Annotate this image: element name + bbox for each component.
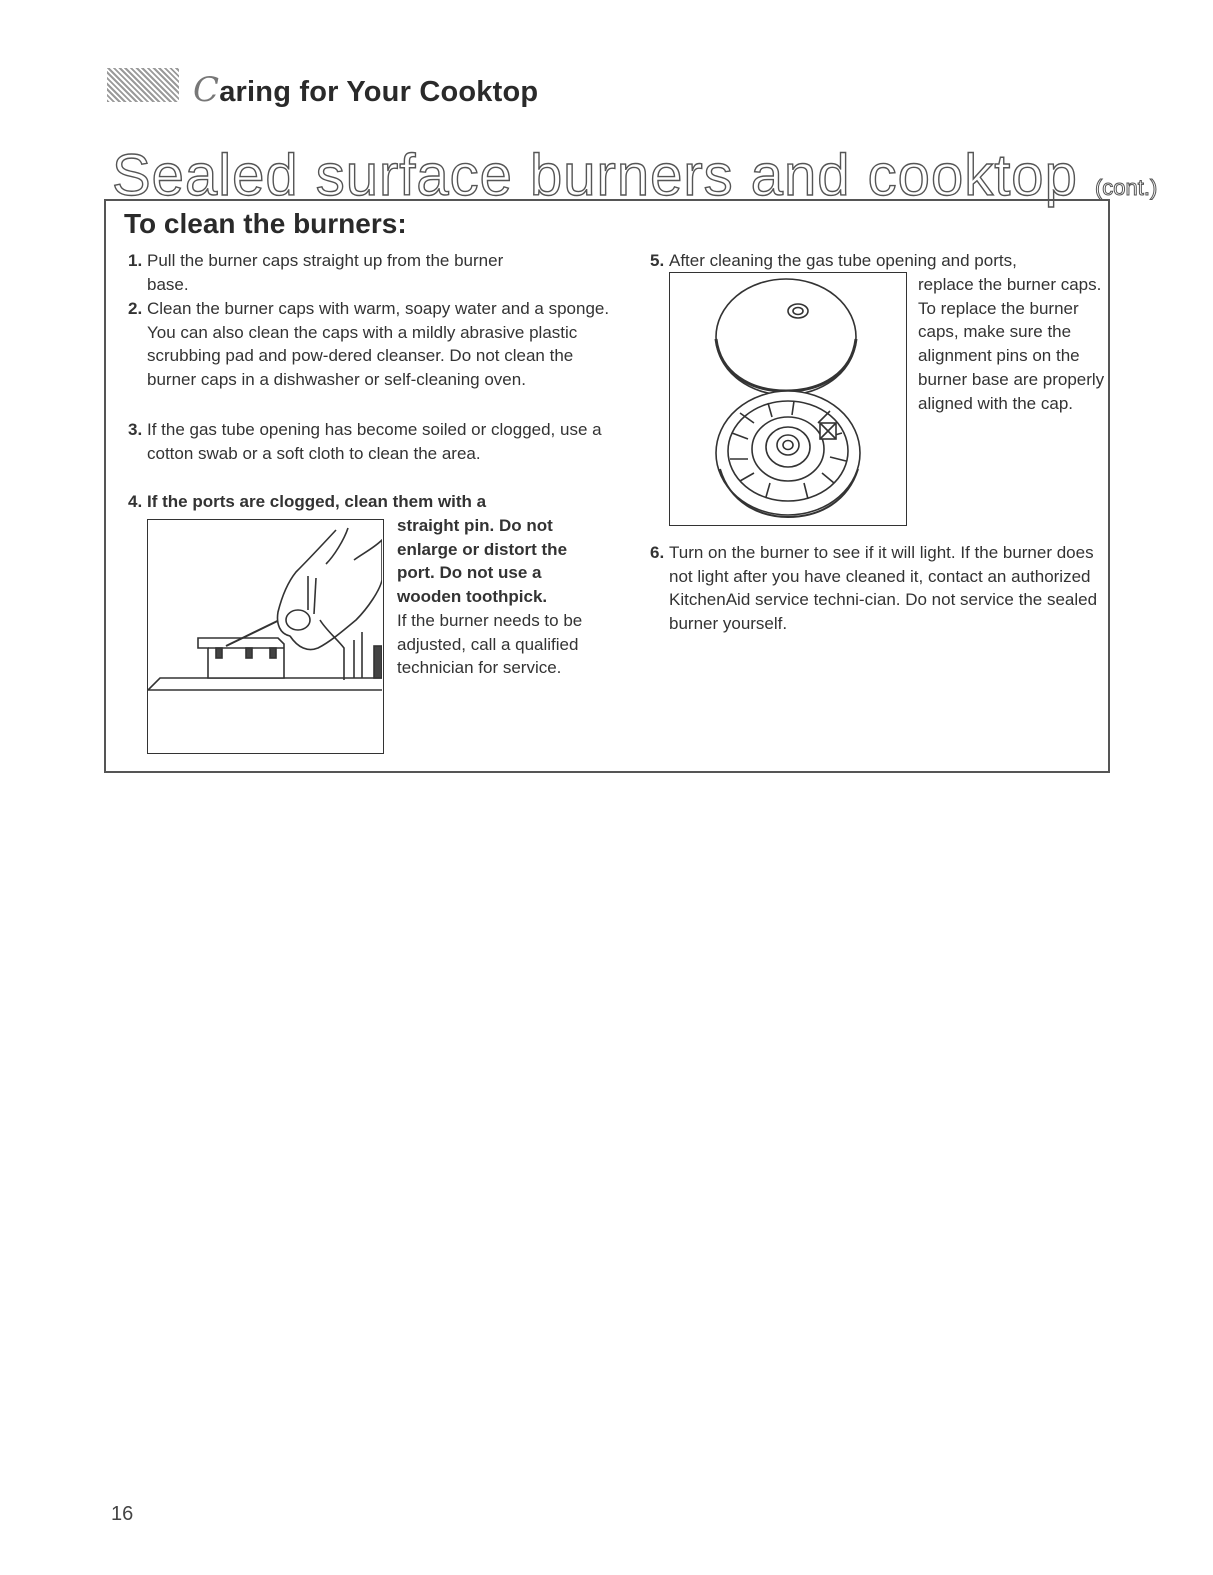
step-number: 4. — [128, 492, 143, 511]
step-text-bold-1: If the ports are clogged, clean them with a — [147, 492, 487, 511]
hand-pin-illustration — [147, 519, 384, 754]
step-text: Turn on the burner to see if it will light. If the burner does not light after you have cleaned it, contact an authorized KitchenAid service techni-cian. Do not service the sealed burner yourself. — [669, 543, 1098, 634]
step-number: 6. — [650, 543, 665, 562]
page-number: 16 — [111, 1503, 134, 1525]
step-text-1: After cleaning the gas tube opening and ports, — [669, 251, 1017, 270]
step-number: 3. — [128, 420, 143, 439]
header-title-rest: aring for Your Cooktop — [219, 76, 539, 108]
step-text: Clean the burner caps with warm, soapy water and a sponge. You can also clean the caps with a mildly abrasive plastic scrubbing pad and pow-dered cleanser. Do not clean the burner caps in a dishwasher or self-cleaning oven. — [147, 299, 610, 390]
header-title-initial: C — [193, 70, 220, 110]
section-title-text: Sealed surface burners and cooktop — [112, 143, 1078, 208]
step-5 — [650, 249, 1110, 273]
step-text: If the gas tube opening has become soiled or clogged, use a cotton swab or a soft cloth to clean the area. — [147, 420, 602, 463]
hand-pin-drawing — [148, 520, 382, 752]
step-6 — [650, 541, 1110, 636]
step-1 — [128, 249, 608, 296]
step-4-continued — [397, 514, 607, 680]
step-4 — [128, 490, 608, 514]
burner-cap-drawing — [670, 273, 905, 524]
section-title-cont: (cont.) — [1094, 175, 1158, 200]
step-3 — [128, 418, 608, 465]
step-2 — [128, 297, 608, 392]
header-decorative-pattern — [107, 68, 179, 102]
step-number: 2. — [128, 299, 143, 318]
step-5-continued — [918, 273, 1106, 415]
step-number: 1. — [128, 251, 143, 270]
step-text-2: replace the burner caps. To replace the burner caps, make sure the alignment pins on the burner base are properly aligned with the cap. — [918, 275, 1105, 413]
step-text: Pull the burner caps straight up from the burner base. — [147, 251, 504, 294]
box-title: To clean the burners: — [124, 208, 407, 239]
step-number: 5. — [650, 251, 665, 270]
burner-cap-illustration — [669, 272, 907, 526]
page-header-title — [193, 70, 538, 110]
step-text-bold-2: straight pin. Do not enlarge or distort the port. Do not use a wooden toothpick. — [397, 516, 568, 607]
step-text-normal: If the burner needs to be adjusted, call a qualified technician for service. — [397, 610, 583, 678]
